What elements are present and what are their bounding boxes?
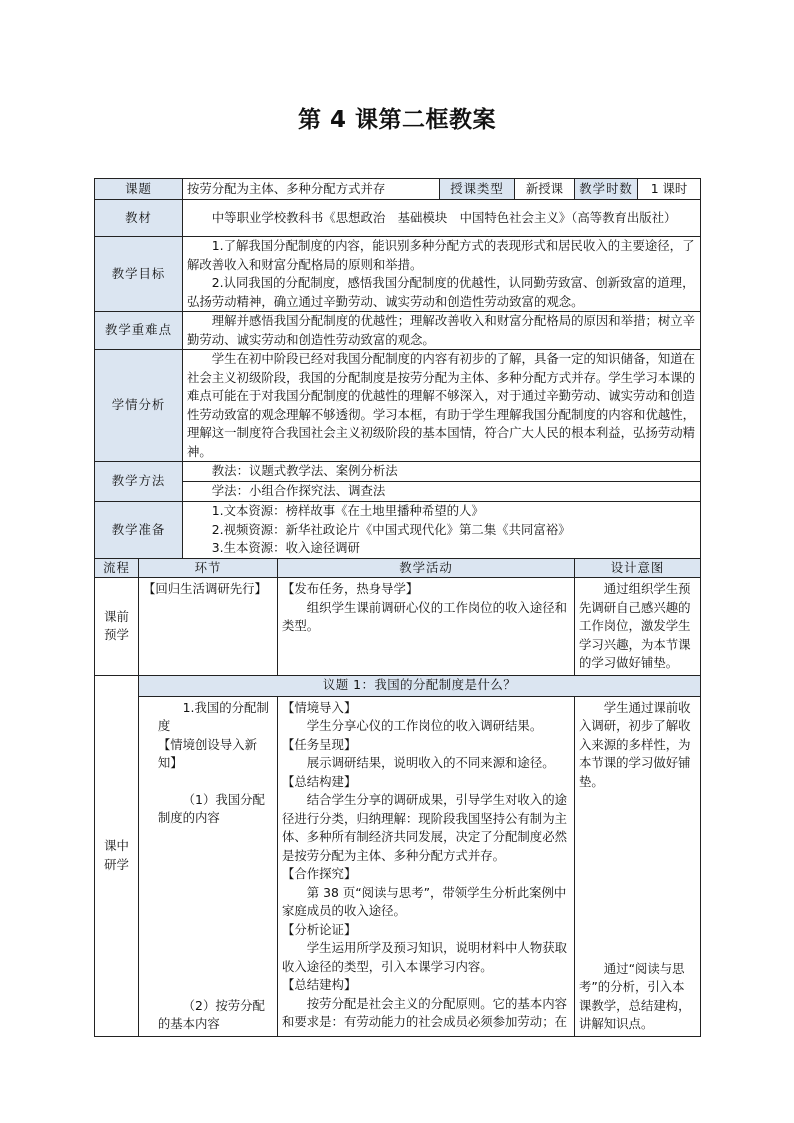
activity-header: 教学活动 bbox=[278, 558, 575, 578]
intent-2: 通过“阅读与思考”的分析，引入本课教学，总结建构，讲解知识点。 bbox=[579, 960, 691, 1031]
lesson-plan-table bbox=[94, 178, 701, 1037]
hours-label: 教学时数 bbox=[575, 179, 638, 200]
analysis-value: 学生在初中阶段已经对我国分配制度的内容有初步的了解，具备一定的知识储备，知道在社会主义初级阶段，我国的分配制度是按劳分配为主体、多种分配方式并存。学生学习本课的难点可能在于对我国分配制度的优越性的理解不够深入，对于通过辛勤劳动、诚实劳动和创造性劳动致富的观念理解不够透彻。学习本框，有助于学生理解我国分配制度的内容和优越性，理解这一制度符合我国社会主义初级阶段的基本国情，符合广大人民的根本利益，弘扬劳动精神。 bbox=[187, 351, 696, 459]
activity-tag: 【情境导入】 bbox=[282, 699, 357, 715]
pre-class-intent: 通过组织学生预先调研自己感兴趣的工作岗位，激发学生学习兴趣，为本节课的学习做好铺垫。 bbox=[579, 581, 691, 670]
stage-header: 环节 bbox=[139, 558, 278, 578]
activity-text: 第 38 页“阅读与思考”，带领学生分析此案例中家庭成员的收入途径。 bbox=[282, 884, 567, 918]
activity-tag: 【总结建构】 bbox=[282, 977, 357, 992]
pre-class-flow: 课前预学 bbox=[95, 578, 139, 676]
topic-value: 按劳分配为主体、多种分配方式并存 bbox=[183, 179, 440, 200]
activity-text: 学生分享心仪的工作岗位的收入调研结果。 bbox=[306, 718, 543, 733]
goals-label: 教学目标 bbox=[95, 237, 183, 312]
in-class-flow: 课中研学 bbox=[95, 675, 139, 1036]
activity-text: 结合学生分享的调研成果，引导学生对收入的途径进行分类，归纳理解：现阶段我国坚持公有制为主体、多种所有制经济共同发展，决定了分配制度必然是按劳分配为主体、多种分配方式并存。 bbox=[282, 792, 567, 863]
hours-value: 1 课时 bbox=[638, 179, 701, 200]
activity-text: 展示调研结果，说明收入的不同来源和途径。 bbox=[306, 755, 555, 770]
stage-sub1: （1）我国分配制度的内容 bbox=[157, 791, 265, 825]
method-learn: 学法：小组合作探究法、调查法 bbox=[211, 483, 386, 499]
textbook-value: 中等职业学校教科书《思想政治 基础模块 中国特色社会主义》（高等教育出版社） bbox=[211, 209, 677, 225]
prep-label: 教学准备 bbox=[95, 502, 183, 559]
type-label: 授课类型 bbox=[440, 179, 515, 200]
pre-class-stage: 【回归生活调研先行】 bbox=[139, 578, 278, 676]
prep-item: 2.视频资源：新华社政论片《中国式现代化》第二集《共同富裕》 bbox=[211, 521, 571, 537]
topic-label: 课题 bbox=[95, 179, 183, 200]
analysis-label: 学情分析 bbox=[95, 350, 183, 462]
activity-tag: 【分析论证】 bbox=[282, 921, 357, 937]
prep-item: 3.生本资源：收入途径调研 bbox=[211, 540, 360, 555]
intent-header: 设计意图 bbox=[575, 558, 701, 578]
pre-class-activity-text: 组织学生课前调研心仪的工作岗位的收入途径和类型。 bbox=[282, 599, 567, 633]
activity-tag: 【任务呈现】 bbox=[282, 736, 357, 752]
issue-title: 议题 1：我国的分配制度是什么？ bbox=[139, 675, 701, 696]
textbook-label: 教材 bbox=[95, 200, 183, 237]
activity-text: 按劳分配是社会主义的分配原则。它的基本内容和要求是：有劳动能力的社会成员必须参加劳动；在 bbox=[282, 995, 567, 1029]
goal-item: 2.认同我国的分配制度，感悟我国分配制度的优越性，认同勤劳致富、创新致富的道理，弘扬劳动精神，确立通过辛勤劳动、诚实劳动和创造性劳动致富的观念。 bbox=[187, 275, 695, 309]
key-points-value: 理解并感悟我国分配制度的优越性；理解改善收入和财富分配格局的原因和举措；树立辛勤劳动、诚实劳动和创造性劳动致富的观念。 bbox=[187, 313, 696, 347]
prep-item: 1.文本资源：榜样故事《在土地里播种希望的人》 bbox=[211, 503, 484, 518]
stage-sub2: （2）按劳分配的基本内容 bbox=[157, 997, 265, 1031]
goal-item: 1.了解我国分配制度的内容，能识别多种分配方式的表现形式和居民收入的主要途径，了解改善收入和财富分配格局的原则和举措。 bbox=[187, 238, 695, 272]
method-teach: 教法：议题式教学法、案例分析法 bbox=[211, 463, 398, 479]
stage-main: 1.我国的分配制度 bbox=[157, 699, 269, 733]
type-value: 新授课 bbox=[515, 179, 575, 200]
pre-class-activity-tag: 【发布任务，热身导学】 bbox=[282, 581, 419, 596]
intent-1: 学生通过课前收入调研，初步了解收入来源的多样性，为本节课的学习做好铺垫。 bbox=[579, 699, 691, 789]
key-points-label: 教学重难点 bbox=[95, 312, 183, 350]
method-label: 教学方法 bbox=[95, 462, 183, 502]
activity-tag: 【合作探究】 bbox=[282, 866, 357, 881]
flow-header: 流程 bbox=[95, 558, 139, 578]
stage-tag: 【情境创设导入新知】 bbox=[157, 736, 257, 770]
activity-tag: 【总结构建】 bbox=[282, 773, 357, 789]
page-title: 第 4 课第二框教案 bbox=[297, 107, 497, 133]
activity-text: 学生运用所学及预习知识，说明材料中人物获取收入途径的类型，引入本课学习内容。 bbox=[282, 940, 567, 974]
